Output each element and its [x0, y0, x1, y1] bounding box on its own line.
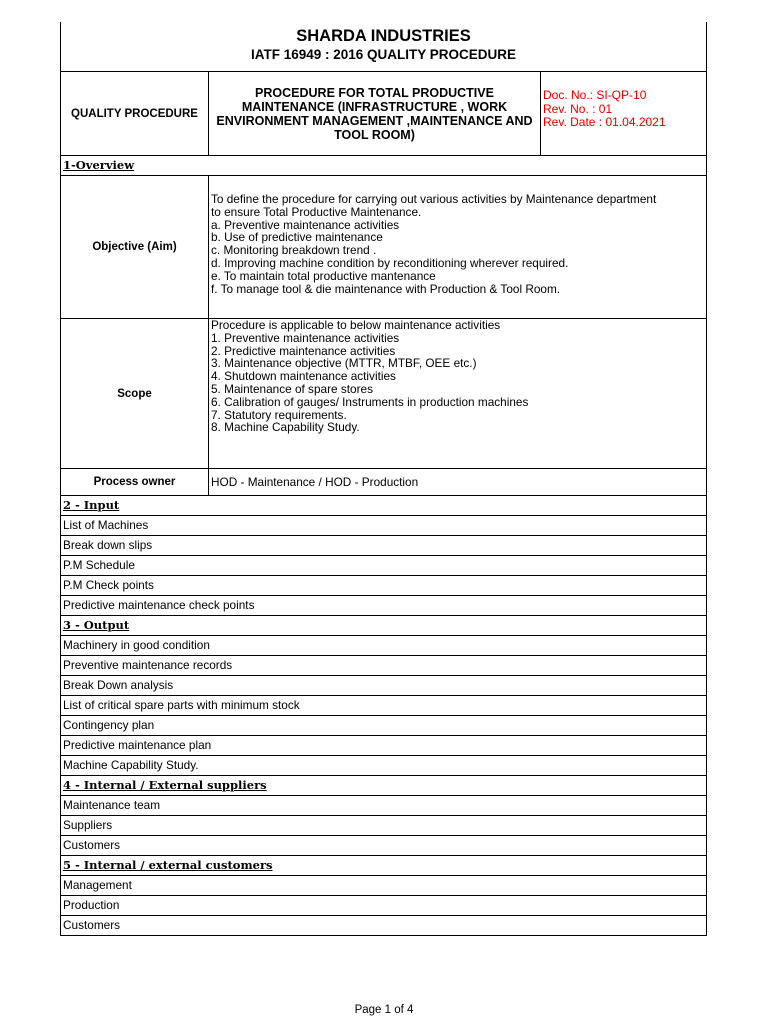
company-name: SHARDA INDUSTRIES — [296, 27, 471, 45]
suppliers-list — [60, 796, 707, 856]
scope-content — [209, 319, 706, 468]
customer-item: Production — [60, 896, 707, 916]
scope-lines — [211, 319, 706, 434]
scope-line: 3. Maintenance objective (MTTR, MTBF, OEE etc.) — [211, 356, 477, 371]
objective-line: b. Use of predictive maintenance — [211, 230, 383, 245]
scope-line: 8. Machine Capability Study. — [211, 420, 360, 435]
section-heading-customers: 5 - Internal / external customers — [60, 856, 707, 876]
customer-item: Management — [60, 876, 707, 896]
supplier-item: Maintenance team — [60, 796, 707, 816]
input-list — [60, 516, 707, 616]
procedure-sheet — [60, 22, 707, 936]
output-item: Machine Capability Study. — [60, 756, 707, 776]
process-owner-value: HOD - Maintenance / HOD - Production — [211, 474, 419, 489]
procedure-title: PROCEDURE FOR TOTAL PRODUCTIVE MAINTENANCE (INFRASTRUCTURE , WORK ENVIRONMENT MANAGEMENT ,MAINTENANCE AND TOOL ROOM) — [209, 72, 541, 155]
section-heading-overview: 1-Overview — [60, 156, 707, 176]
doc-number: Doc. No.: SI-QP-10 — [543, 88, 647, 103]
scope-line: Procedure is applicable to below maintenance activities — [211, 318, 501, 332]
process-owner-label: Process owner — [61, 469, 209, 495]
revision-date: Rev. Date : 01.04.2021 — [543, 115, 666, 130]
objective-line: f. To manage tool & die maintenance with Production & Tool Room. — [211, 281, 561, 296]
input-item: P.M Check points — [60, 576, 707, 596]
scope-line: 1. Preventive maintenance activities — [211, 330, 400, 345]
section-heading-input: 2 - Input — [60, 496, 707, 516]
output-item: Predictive maintenance plan — [60, 736, 707, 756]
customers-list — [60, 876, 707, 936]
scope-line: 2. Predictive maintenance activities — [211, 343, 396, 358]
input-item: Predictive maintenance check points — [60, 596, 707, 616]
input-item: P.M Schedule — [60, 556, 707, 576]
objective-row — [60, 176, 707, 319]
output-item: List of critical spare parts with minimum stock — [60, 696, 707, 716]
objective-label: Objective (Aim) — [61, 176, 209, 318]
objective-line: e. To maintain total productive mantenance — [211, 268, 436, 283]
revision-number: Rev. No. : 01 — [543, 101, 613, 116]
section-heading-output: 3 - Output — [60, 616, 707, 636]
objective-line: To define the procedure for carrying out various activities by Maintenance department — [211, 192, 657, 206]
scope-label: Scope — [61, 319, 209, 468]
objective-line: d. Improving machine condition by reconditioning wherever required. — [211, 255, 569, 270]
output-list — [60, 636, 707, 776]
scope-row — [60, 319, 707, 469]
objective-line: c. Monitoring breakdown trend . — [211, 243, 377, 258]
input-item: List of Machines — [60, 516, 707, 536]
page-number: Page 1 of 4 — [354, 1004, 414, 1016]
scope-line: 7. Statutory requirements. — [211, 407, 347, 422]
quality-procedure-label: QUALITY PROCEDURE — [61, 72, 209, 155]
scope-line: 6. Calibration of gauges/ Instruments in production machines — [211, 394, 529, 409]
customer-item: Customers — [60, 916, 707, 936]
output-item: Break Down analysis — [60, 676, 707, 696]
document-header — [60, 22, 707, 72]
objective-line: to ensure Total Productive Maintenance. — [211, 204, 422, 219]
scope-line: 5. Maintenance of spare stores — [211, 381, 373, 396]
document-control — [541, 72, 706, 155]
scope-line: 4. Shutdown maintenance activities — [211, 369, 396, 384]
objective-content — [209, 176, 706, 318]
objective-line: a. Preventive maintenance activities — [211, 217, 400, 232]
input-item: Break down slips — [60, 536, 707, 556]
supplier-item: Customers — [60, 836, 707, 856]
process-owner-row — [60, 469, 707, 496]
output-item: Preventive maintenance records — [60, 656, 707, 676]
output-item: Contingency plan — [60, 716, 707, 736]
title-block — [60, 72, 707, 156]
supplier-item: Suppliers — [60, 816, 707, 836]
objective-lines — [211, 193, 706, 295]
standard-title: IATF 16949 : 2016 QUALITY PROCEDURE — [250, 47, 517, 62]
output-item: Machinery in good condition — [60, 636, 707, 656]
section-heading-suppliers: 4 - Internal / External suppliers — [60, 776, 707, 796]
